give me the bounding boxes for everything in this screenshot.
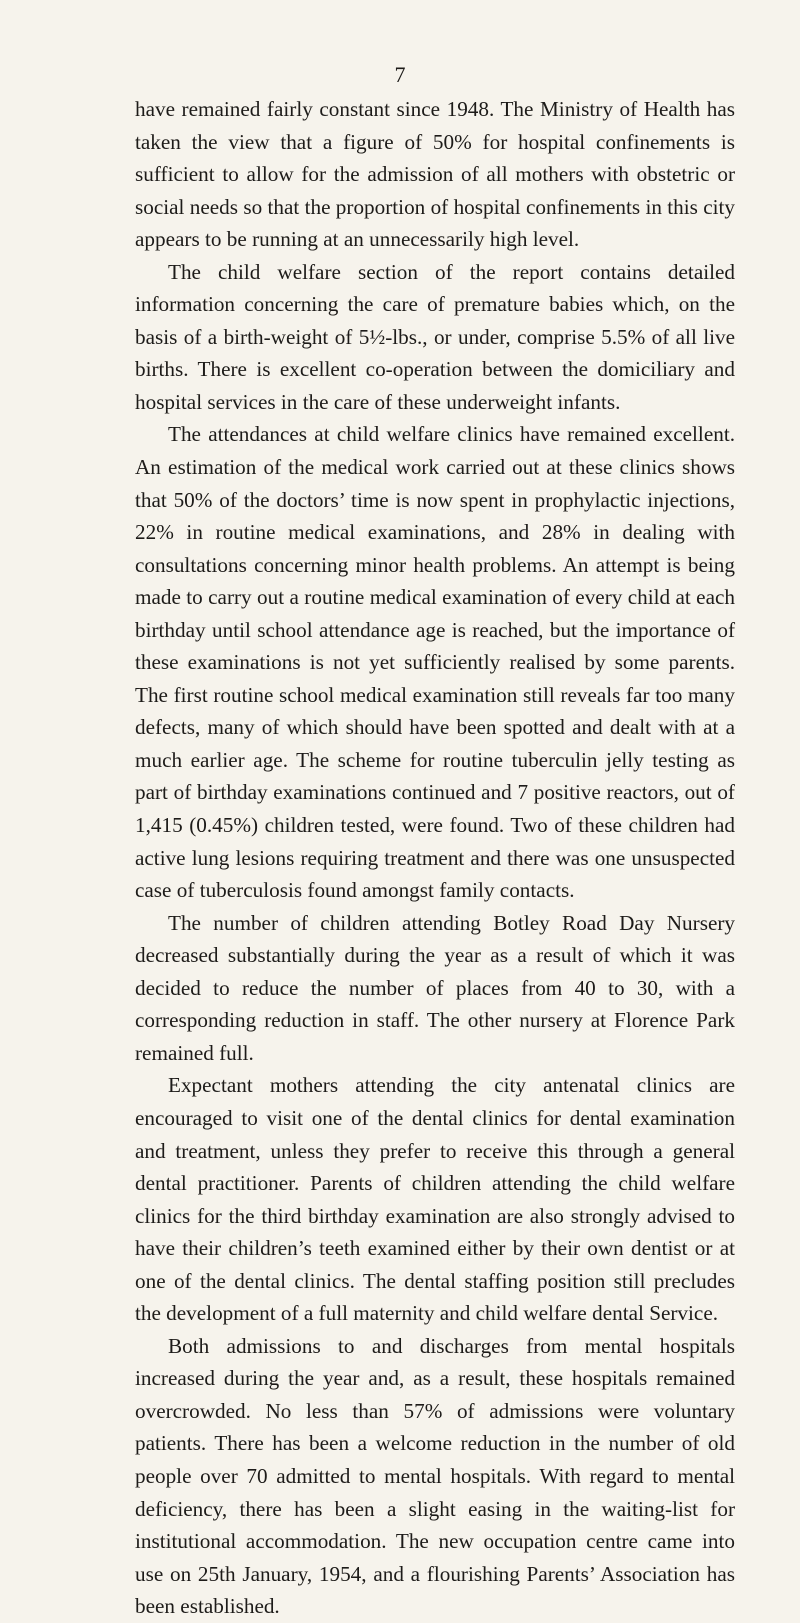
paragraph-dental-clinics: Expectant mothers attending the city antenatal clinics are encouraged to visit one of the dental clinics for dental examination and treatment, unless they prefer to receive this through a general dental practitioner. Parents of children attending the child welfare clinics for the third birthday examination are also strongly advised to have their children’s teeth examined either by their own dentist or at one of the dental clinics. The dental staffing position still precludes the development of a full maternity and child welfare dental Service. [135,1073,735,1326]
paragraph-mental-hospitals: Both admissions to and discharges from mental hospitals increased during the year and, as a result, these hospitals remained overcrowded. No less than 57% of admissions were voluntary patients. There has been a welcome reduction in the number of old people over 70 admitted to mental hospitals. With regard to mental deficiency, there has been a slight easing in the waiting-list for institutional accommodation. The new occupation centre came into use on 25th January, 1954, and a flourishing Parents’ Association has been established. [135,1333,735,1619]
paragraph-day-nursery: The number of children attending Botley Road Day Nursery decreased substantially during the year as a result of which it was decided to reduce the number of places from 40 to 30, with a corresponding reduction in staff. The other nursery at Florence Park remained full. [135,910,735,1065]
paragraph-continued: have remained fairly constant since 1948. The Ministry of Health has taken the view that a figure of 50% for hospital confinements is sufficient to allow for the admission of all mothers with obstetric or social needs so that the proportion of hospital confinements in this city appears to be running at an unnecessarily high level. [135,97,735,252]
page-number: 7 [394,62,406,87]
paragraph-premature-babies: The child welfare section of the report contains detailed information concerning the care of premature babies which, on the basis of a birth-weight of 5½-lbs., or under, comprise 5.5% of all live births. There is excellent co-operation between the domiciliary and hospital services in the care of these underweight infants. [135,259,735,414]
paragraph-child-welfare-clinics: The attendances at child welfare clinics have remained excellent. An estimation of the medical work carried out at these clinics shows that 50% of the doctors’ time is now spent in prophylactic injections, 22% in routine medical examinations, and 28% in dealing with consultations concerning minor health problems. An attempt is being made to carry out a routine medical examination of every child at each birthday until school attendance age is reached, but the importance of these examinations is not yet sufficiently realised by some parents. The first routine school medical examination still reveals far too many defects, many of which should have been spotted and dealt with at a much earlier age. The scheme for routine tuberculin jelly testing as part of birthday examinations continued and 7 positive reactors, out of 1,415 (0.45%) children tested, were found. Two of these children had active lung lesions requiring treatment and there was one unsuspected case of tuberculosis found amongst family contacts. [135,422,735,903]
body-text [135,93,735,1623]
